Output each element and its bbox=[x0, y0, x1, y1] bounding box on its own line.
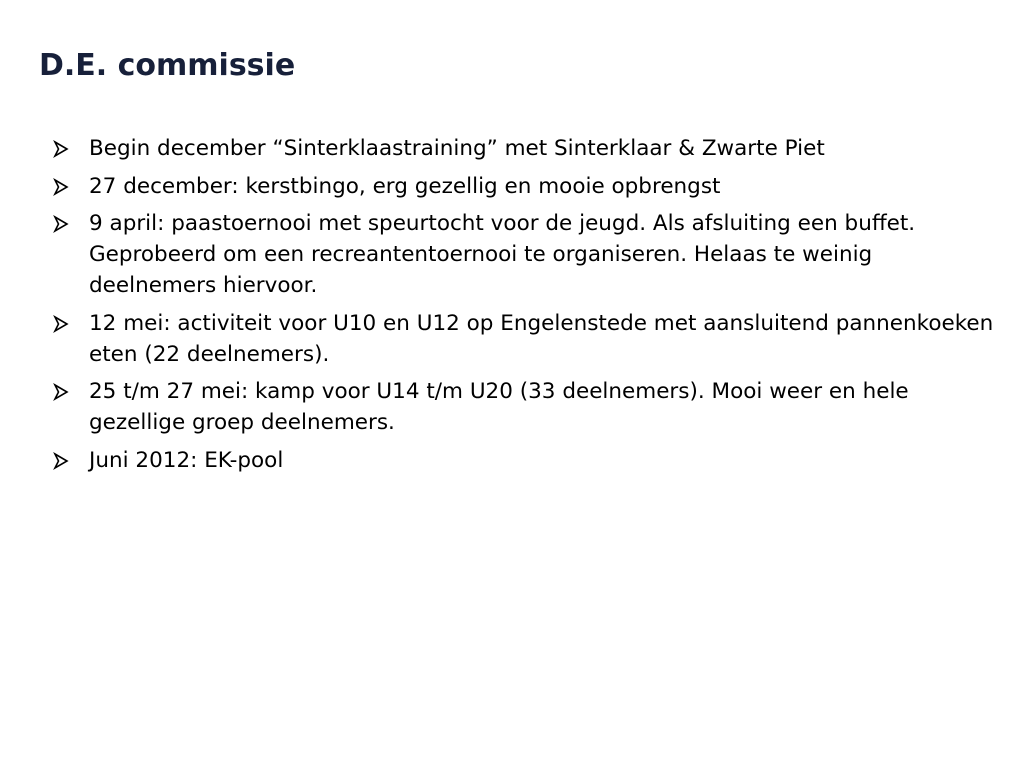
list-item bbox=[52, 208, 1002, 301]
arrow-bullet-icon bbox=[52, 177, 72, 197]
bullet-text: 12 mei: activiteit voor U10 en U12 op Engelenstede met aansluitend pannenkoeken eten (22 deelnemers). bbox=[89, 310, 994, 367]
arrow-bullet-icon bbox=[52, 382, 72, 402]
list-item bbox=[52, 133, 1002, 164]
bullet-text: 25 t/m 27 mei: kamp voor U14 t/m U20 (33 deelnemers). Mooi weer en hele gezellige groep deelnemers. bbox=[89, 379, 909, 435]
list-item bbox=[52, 308, 1002, 370]
bullet-text: Begin december “Sinterklaastraining” met Sinterklaar & Zwarte Piet bbox=[89, 136, 825, 161]
arrow-bullet-icon bbox=[52, 451, 72, 471]
slide-title: D.E. commissie bbox=[39, 48, 296, 83]
list-item bbox=[52, 445, 1002, 476]
arrow-bullet-icon bbox=[52, 214, 72, 234]
bullet-text: 9 april: paastoernooi met speurtocht voor de jeugd. Als afsluiting een buffet. Geprobeerd om een recreantentoernooi te organiseren. Helaas te weinig deelnemers hiervoor. bbox=[89, 211, 916, 298]
list-item bbox=[52, 376, 1002, 438]
list-item bbox=[52, 171, 1002, 202]
bullet-text: 27 december: kerstbingo, erg gezellig en mooie opbrengst bbox=[89, 173, 721, 199]
bullet-list bbox=[52, 133, 1002, 482]
arrow-bullet-icon bbox=[52, 314, 72, 334]
arrow-bullet-icon bbox=[52, 139, 72, 159]
bullet-text: Juni 2012: EK-pool bbox=[89, 447, 284, 473]
